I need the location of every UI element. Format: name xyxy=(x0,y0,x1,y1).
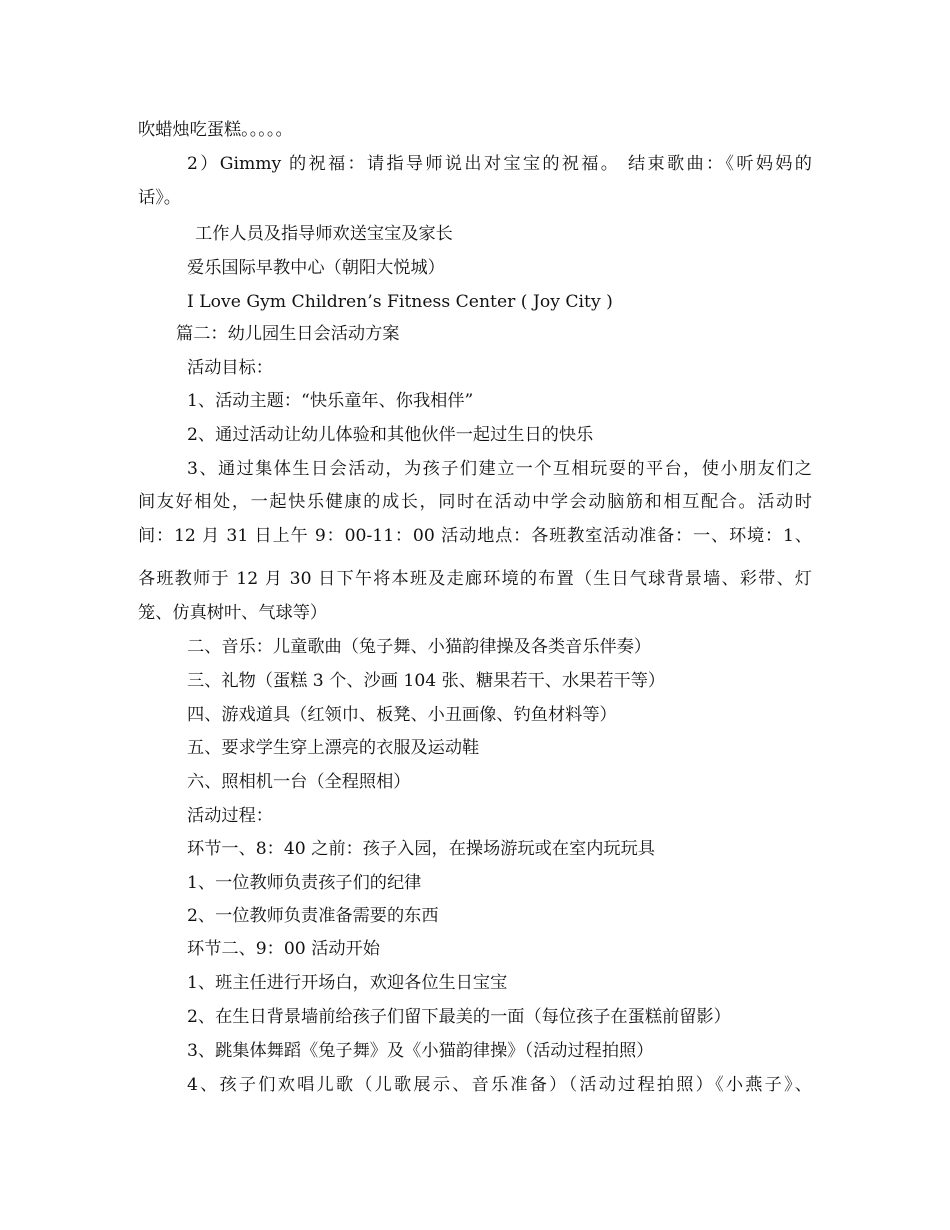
text-line: 活动过程： xyxy=(187,806,273,826)
text-line: 二、音乐：儿童歌曲（兔子舞、小猫韵律操及各类音乐伴奏） xyxy=(187,637,652,657)
text-line: 爱乐国际早教中心（朝阳大悦城） xyxy=(187,258,445,278)
text-line: 3、跳集体舞蹈《兔子舞》及《小猫韵律操》（活动过程拍照） xyxy=(187,1041,654,1061)
text-line: 1、班主任进行开场白，欢迎各位生日宝宝 xyxy=(187,973,508,993)
section-heading: 篇二：幼儿园生日会活动方案 xyxy=(176,324,400,344)
text-line: 三、礼物（蛋糕 3 个、沙画 104 张、糖果若干、水果若干等） xyxy=(187,671,666,691)
text-line: 2、一位教师负责准备需要的东西 xyxy=(187,906,439,926)
text-line: 间友好相处，一起快乐健康的成长，同时在活动中学会动脑筋和相互配合。活动时 xyxy=(138,492,812,512)
text-line: 间：12 月 31 日上午 9：00-11：00 活动地点：各班教室活动准备：一、环境：1、 xyxy=(138,526,812,546)
text-line: 1、一位教师负责孩子们的纪律 xyxy=(187,873,422,893)
text-line: 六、照相机一台（全程照相） xyxy=(187,772,411,792)
text-line: 4、孩子们欢唱儿歌（儿歌展示、音乐准备）（活动过程拍照）《小燕子》、 xyxy=(187,1075,812,1095)
text-line: 各班教师于 12 月 30 日下午将本班及走廊环境的布置（生日气球背景墙、彩带、灯 xyxy=(138,569,812,589)
text-line: I Love Gym Children’s Fitness Center ( Joy City ) xyxy=(187,292,613,312)
text-line: 活动目标： xyxy=(187,358,273,378)
text-line: 1、活动主题：“快乐童年、你我相伴” xyxy=(187,391,474,411)
text-line: 3、通过集体生日会活动，为孩子们建立一个互相玩耍的平台，使小朋友们之 xyxy=(187,459,812,479)
text-line: 环节二、9：00 活动开始 xyxy=(187,939,380,959)
text-line: 工作人员及指导师欢送宝宝及家长 xyxy=(195,224,453,244)
text-line: 吹蜡烛吃蛋糕。。。。。 xyxy=(138,120,293,140)
text-line: 环节一、8：40 之前：孩子入园，在操场游玩或在室内玩玩具 xyxy=(187,839,655,859)
text-line: 2）Gimmy 的祝福：请指导师说出对宝宝的祝福。 结束歌曲：《听妈妈的 xyxy=(187,154,812,174)
text-line: 话》。 xyxy=(138,188,181,208)
text-line: 2、通过活动让幼儿体验和其他伙伴一起过生日的快乐 xyxy=(187,425,594,445)
text-line: 2、在生日背景墙前给孩子们留下最美的一面（每位孩子在蛋糕前留影） xyxy=(187,1007,731,1027)
text-line: 笼、仿真树叶、气球等） xyxy=(138,603,328,623)
text-line: 四、游戏道具（红领巾、板凳、小丑画像、钓鱼材料等） xyxy=(187,705,617,725)
text-line: 五、要求学生穿上漂亮的衣服及运动鞋 xyxy=(187,738,480,758)
